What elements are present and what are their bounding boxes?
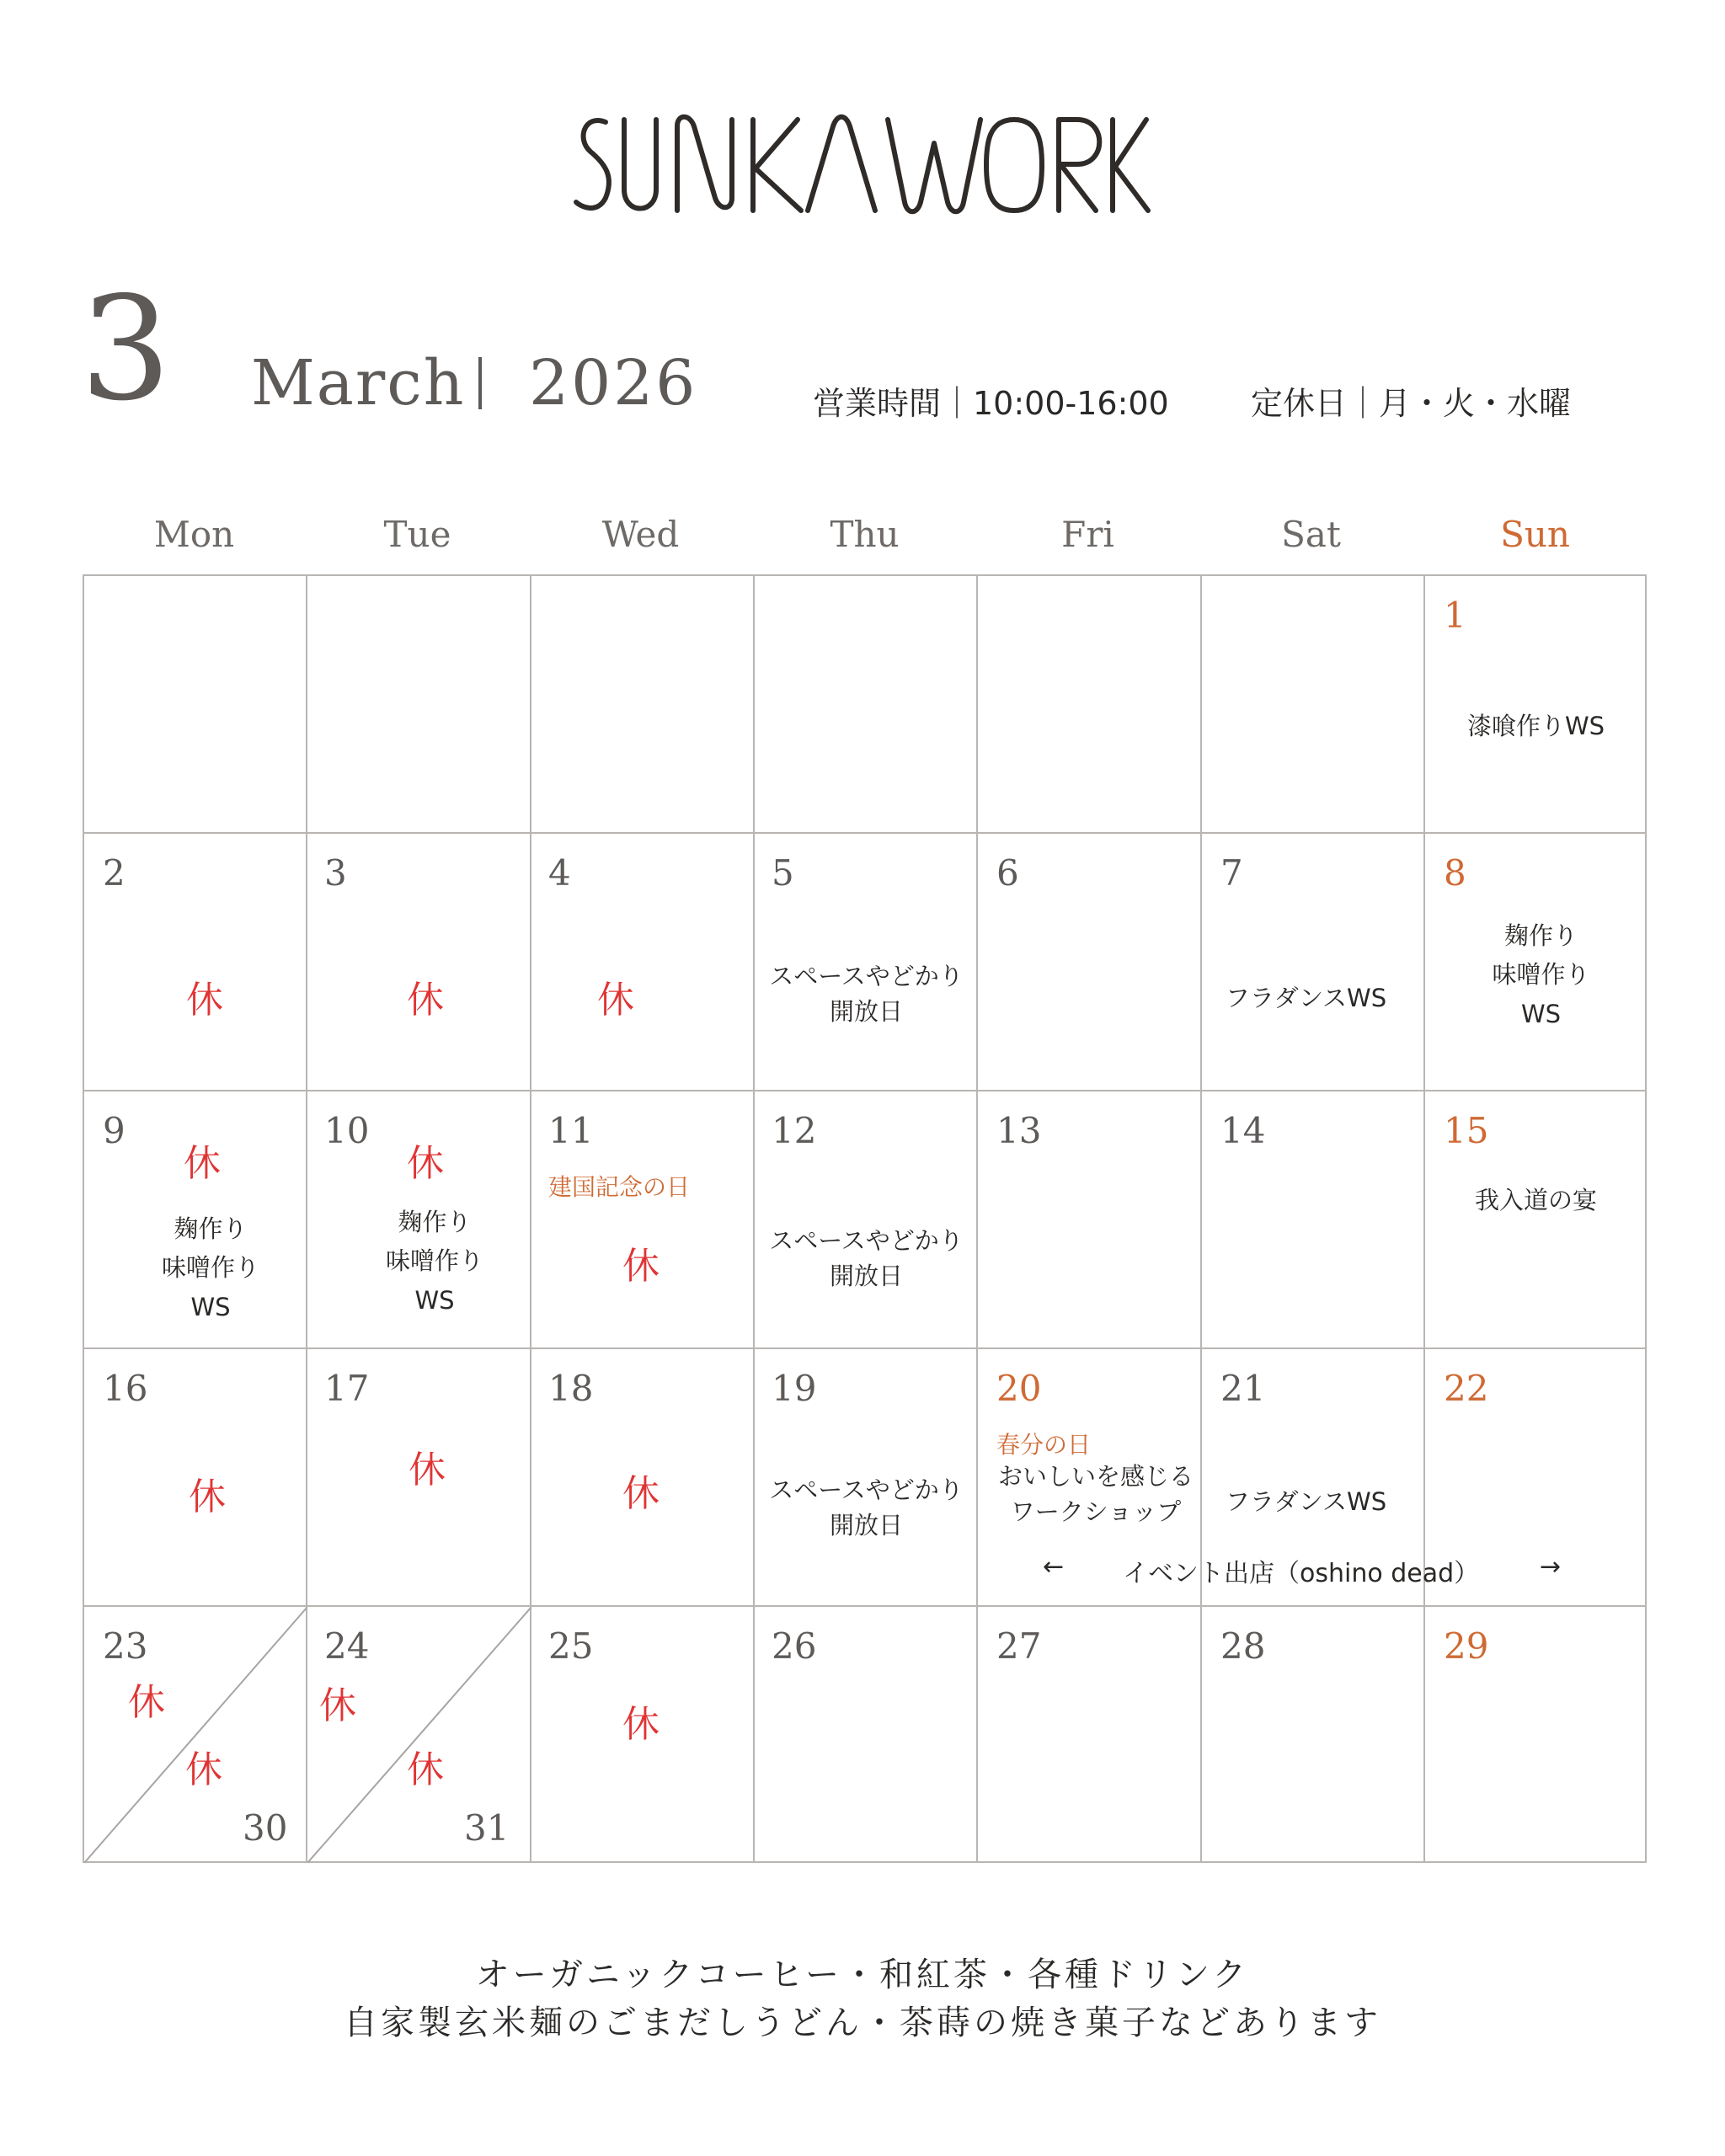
calendar-cell-empty [1202,576,1425,834]
event-label: 漆喰作りWS [1466,712,1605,740]
calendar-cell-day-9 [84,1091,307,1349]
calendar-cell-day-23-30 [84,1607,307,1863]
day-number: 17 [324,1368,370,1409]
day-number: 22 [1444,1368,1489,1409]
day-number: 21 [1220,1368,1266,1409]
arrow-left-icon: ← [1043,1552,1065,1582]
day-number: 9 [103,1110,126,1151]
day-number: 4 [548,852,571,894]
month-name: March [251,347,466,419]
closed-mark: 休 [184,1142,221,1185]
event-line: スペースやどかり [769,962,964,990]
event-label: フラダンスWS [1225,1487,1387,1516]
event-label [755,1223,978,1294]
day-number: 26 [772,1625,817,1667]
day-number: 30 [243,1807,288,1849]
day-number: 6 [996,852,1019,894]
footer-line-2: 自家製玄米麺のごまだしうどん・茶蒔の焼き菓子などあります [344,2004,1381,2042]
calendar-cell-day-25 [531,1607,755,1863]
day-number: 16 [103,1368,148,1409]
calendar-grid [83,574,1647,1863]
event-line: おいしいを感じる [997,1462,1194,1491]
closed-mark: 休 [185,1748,222,1791]
event-line: WS [1520,999,1562,1028]
arrow-right-icon: → [1540,1552,1562,1582]
closed-mark: 休 [622,1245,660,1288]
event-line: 味噌作り [1492,960,1590,990]
day-number: 2 [103,852,126,894]
closed-mark: 休 [186,979,223,1022]
month-year-divider [478,357,482,409]
event-label [755,1472,978,1543]
day-number: 5 [772,852,794,894]
calendar-cell-empty [307,576,531,834]
weekday-tue: Tue [383,514,451,555]
event-line: スペースやどかり [769,1476,964,1504]
day-number: 11 [548,1110,594,1151]
calendar-cell-day-2 [84,834,307,1091]
day-number: 10 [324,1110,370,1151]
closed-mark: 休 [407,1142,444,1185]
weekday-fri: Fri [1061,514,1114,555]
day-number: 13 [996,1110,1042,1151]
calendar-cell-day-17 [307,1349,531,1607]
day-number: 15 [1444,1110,1489,1151]
day-number: 18 [548,1368,594,1409]
calendar-cell-day-26 [755,1607,978,1863]
calendar-cell-day-8 [1425,834,1647,1091]
day-number: 7 [1220,852,1243,894]
weekday-thu: Thu [830,514,900,555]
calendar-cell-empty [978,576,1202,834]
calendar-cell-day-14 [1202,1091,1425,1349]
holiday-label: 春分の日 [996,1431,1092,1459]
weekday-wed: Wed [601,514,680,555]
event-span-label: イベント出店（oshino dead） [1123,1559,1480,1588]
calendar-cell-day-3 [307,834,531,1091]
calendar-cell-day-19 [755,1349,978,1607]
calendar-cell-day-15 [1425,1091,1647,1349]
calendar-cell-day-27 [978,1607,1202,1863]
calendar-cell-day-12 [755,1091,978,1349]
calendar-cell-day-5 [755,834,978,1091]
closed-mark: 休 [622,1703,660,1746]
day-number: 24 [324,1625,370,1667]
month-number: 3 [80,266,172,433]
event-line: 開放日 [829,997,903,1027]
day-number: 31 [464,1807,510,1849]
calendar-cell-day-6 [978,834,1202,1091]
event-line: 麹作り [1503,921,1578,950]
calendar-cell-day-1 [1425,576,1647,834]
event-line: 味噌作り [385,1246,483,1276]
closed-mark: 休 [128,1681,165,1724]
closed-mark: 休 [409,1449,446,1492]
calendar-cell-empty [84,576,307,834]
event-label [755,958,978,1029]
event-line: 開放日 [829,1262,903,1291]
calendar-cell-day-11 [531,1091,755,1349]
calendar-cell-day-29 [1425,1607,1647,1863]
day-number: 25 [548,1625,594,1667]
event-line: 開放日 [829,1511,903,1540]
event-line: スペースやどかり [769,1226,964,1255]
event-line: WS [414,1285,455,1315]
closed-mark: 休 [622,1472,660,1515]
weekday-mon: Mon [153,514,235,555]
calendar-cell-day-7 [1202,834,1425,1091]
event-line: WS [190,1292,231,1321]
day-number: 12 [772,1110,817,1151]
day-number: 1 [1444,595,1466,636]
event-label: 我入道の宴 [1474,1186,1597,1214]
weekday-sat: Sat [1281,514,1341,555]
event-line: 麹作り [174,1214,248,1243]
regular-closed-days: 定休日｜月・火・水曜 [1251,385,1572,422]
day-number: 28 [1220,1625,1266,1667]
day-number: 3 [324,852,347,894]
day-number: 20 [996,1368,1042,1409]
day-number: 23 [103,1625,148,1667]
event-label [1425,916,1657,1033]
day-number: 19 [772,1368,817,1409]
calendar-cell-day-16 [84,1349,307,1607]
closed-mark: 休 [597,979,634,1022]
event-label: フラダンスWS [1225,984,1387,1012]
event-label [978,1459,1214,1529]
closed-mark: 休 [407,1748,444,1791]
day-number: 8 [1444,852,1466,894]
day-number: 29 [1444,1625,1489,1667]
calendar-cell-empty [531,576,755,834]
event-label [84,1209,337,1326]
holiday-label: 建国記念の日 [548,1173,691,1201]
calendar-cell-day-10 [307,1091,531,1349]
brand-logo [0,109,1725,244]
event-line: 麹作り [398,1208,472,1236]
day-number: 27 [996,1625,1042,1667]
calendar-cell-empty [755,576,978,834]
logo-wordmark-icon [572,109,1153,219]
day-number: 14 [1220,1110,1266,1151]
year: 2026 [529,347,698,419]
business-hours: 営業時間｜10:00-16:00 [813,385,1169,422]
closed-mark: 休 [189,1476,226,1518]
event-line: ワークショップ [1010,1497,1182,1527]
footer-line-1: オーガニックコーヒー・和紅茶・各種ドリンク [475,1956,1250,1994]
closed-mark: 休 [407,979,444,1022]
event-line: 味噌作り [161,1253,259,1283]
calendar-cell-day-28 [1202,1607,1425,1863]
calendar-cell-day-13 [978,1091,1202,1349]
event-label [307,1203,562,1320]
weekday-sun: Sun [1500,514,1570,555]
calendar-cell-day-24-31 [307,1607,531,1863]
calendar-cell-day-4 [531,834,755,1091]
calendar-cell-day-18 [531,1349,755,1607]
closed-mark: 休 [319,1684,356,1727]
